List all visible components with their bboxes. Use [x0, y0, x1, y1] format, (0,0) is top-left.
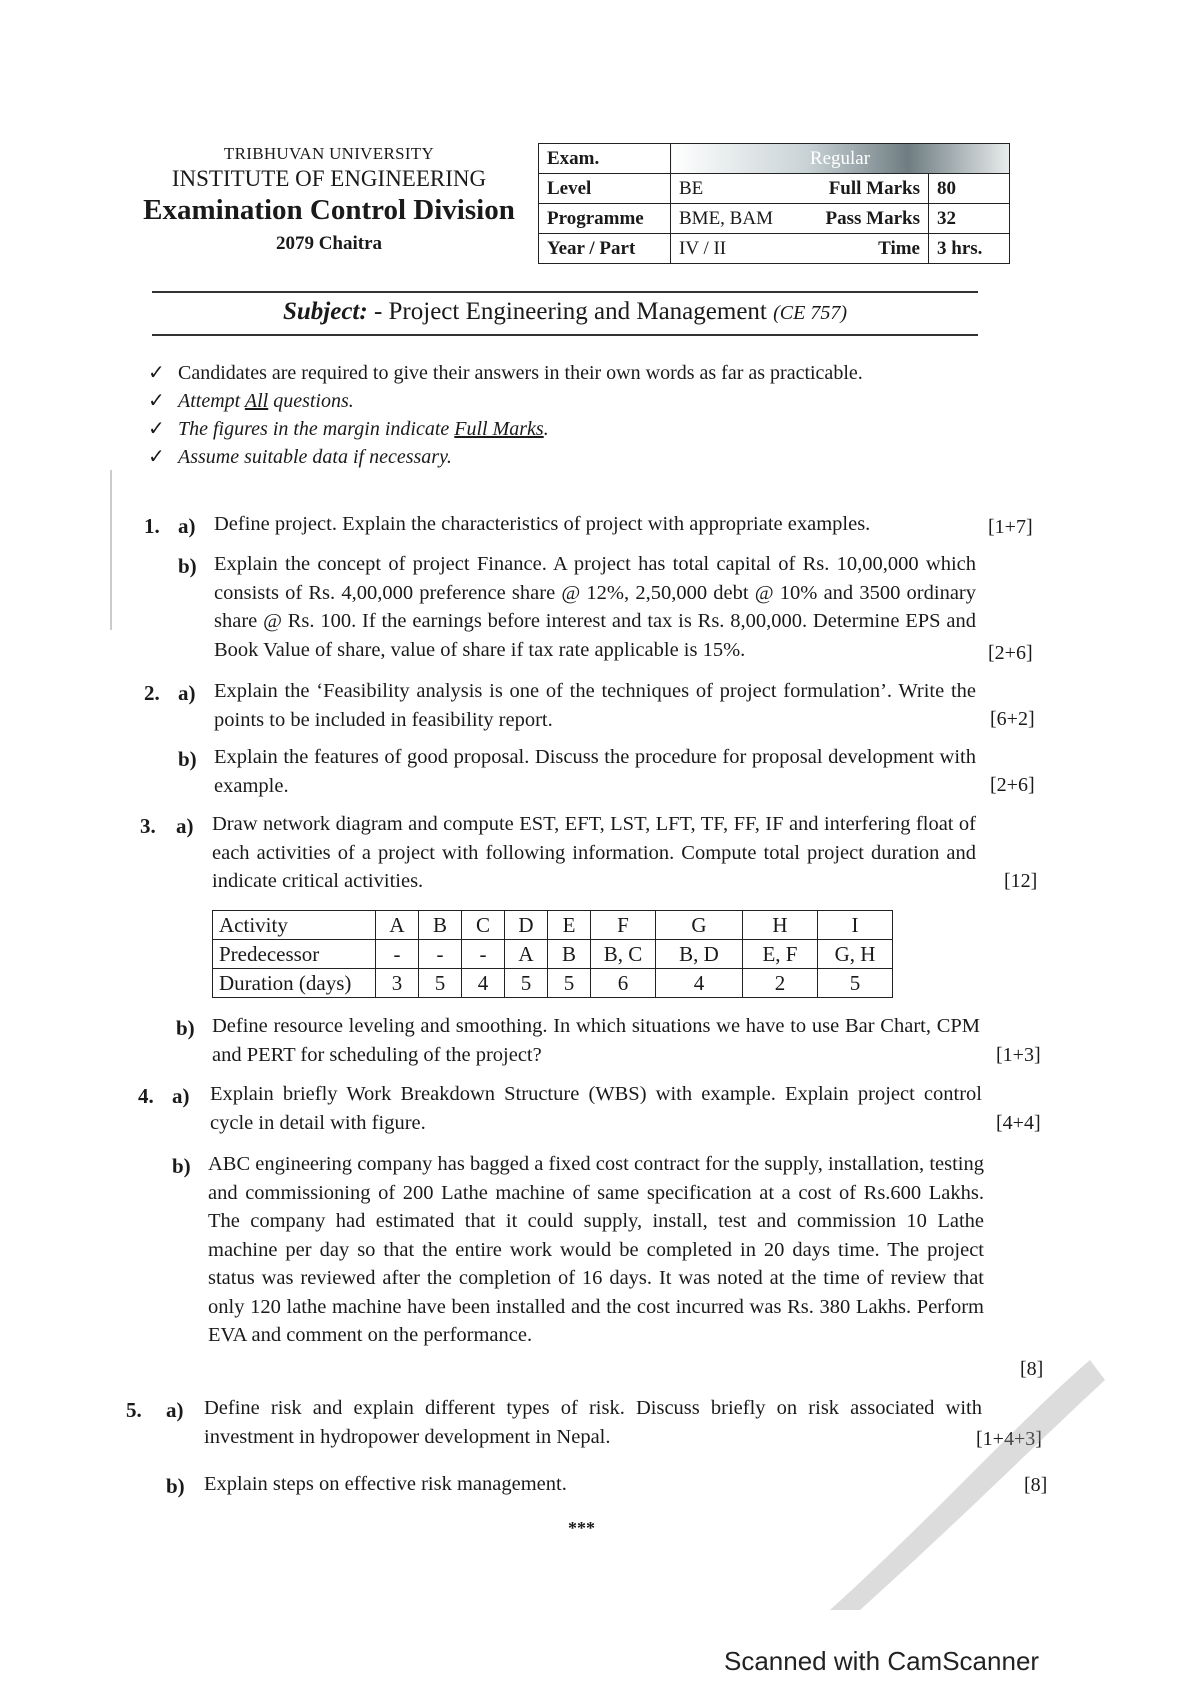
- question-number: 4.: [138, 1084, 154, 1108]
- checkmark-icon: ✓: [148, 360, 165, 384]
- exam-session: 2079 Chaitra: [275, 233, 383, 254]
- instruction-text: .: [543, 418, 549, 440]
- question-part-label: a): [178, 514, 196, 538]
- question-2a-marks: [6+2]: [990, 708, 1035, 730]
- question-part-label: b): [178, 747, 197, 771]
- subject-name: Project Engineering and Management: [388, 298, 767, 325]
- subject-bottom-rule: [152, 334, 978, 336]
- question-number: 1.: [144, 514, 160, 538]
- duration-cell: 5: [505, 969, 548, 998]
- predecessor-cell: B: [548, 940, 591, 969]
- time-value: 3 hrs.: [929, 234, 1010, 264]
- question-3b-marks: [1+3]: [996, 1044, 1041, 1066]
- question-1b-marks: [2+6]: [988, 642, 1033, 664]
- duration-cell: 5: [419, 969, 462, 998]
- activity-cell: A: [376, 911, 419, 940]
- question-3b-text: Define resource leveling and smoothing. In which situations we have to use Bar Chart, CPM and PERT for scheduling of the project?: [212, 1015, 980, 1066]
- subject-label: Subject:: [282, 298, 368, 325]
- instruction-item: [148, 388, 354, 413]
- camscanner-watermark: Scanned with CamScanner: [724, 1646, 1040, 1676]
- activity-cell: H: [743, 911, 818, 940]
- duration-cell: 3: [376, 969, 419, 998]
- predecessor-cell: G, H: [818, 940, 893, 969]
- row-label-duration: Duration (days): [213, 969, 376, 998]
- instruction-text: The figures in the margin indicate: [178, 418, 455, 440]
- predecessor-cell: E, F: [743, 940, 818, 969]
- activity-cell: I: [818, 911, 893, 940]
- exam-info-table: [538, 143, 1010, 264]
- question-number: 5.: [126, 1398, 142, 1422]
- pass-marks-label: Pass Marks: [812, 204, 929, 234]
- question-number: 2.: [144, 681, 160, 705]
- question-2a-text: Explain the ‘Feasibility analysis is one of the techniques of project formulation’. Write the points to be included in feasibility report.: [214, 680, 976, 731]
- activity-row: [213, 911, 893, 940]
- instruction-emphasis: All: [244, 390, 269, 412]
- question-1a-text: Define project. Explain the characteristics of project with appropriate examples.: [214, 513, 871, 535]
- duration-cell: 4: [462, 969, 505, 998]
- row-label-predecessor: Predecessor: [213, 940, 376, 969]
- question-number: 3.: [140, 814, 156, 838]
- predecessor-cell: -: [376, 940, 419, 969]
- instruction-text: Candidates are required to give their answers in their own words as far as practicable.: [178, 362, 863, 384]
- instruction-item: [148, 444, 452, 469]
- institution-header: [138, 144, 520, 255]
- instruction-text: Attempt: [178, 390, 245, 412]
- subject-code: (CE 757): [773, 302, 848, 324]
- activity-cell: C: [462, 911, 505, 940]
- institute-name: INSTITUTE OF ENGINEERING: [171, 166, 487, 191]
- question-4b-marks: [8]: [1020, 1358, 1044, 1380]
- duration-cell: 6: [591, 969, 656, 998]
- duration-cell: 4: [656, 969, 743, 998]
- activity-cell: E: [548, 911, 591, 940]
- question-part-label: a): [166, 1398, 184, 1422]
- predecessor-cell: -: [419, 940, 462, 969]
- row-label-activity: Activity: [213, 911, 376, 940]
- predecessor-cell: B, D: [656, 940, 743, 969]
- duration-cell: 5: [818, 969, 893, 998]
- activity-cell: F: [591, 911, 656, 940]
- instruction-item: [148, 416, 549, 441]
- time-label: Time: [812, 234, 929, 264]
- question-4a-text: Explain briefly Work Breakdown Structure (WBS) with example. Explain project control cycle in detail with figure.: [210, 1083, 982, 1134]
- full-marks-label: Full Marks: [812, 174, 929, 204]
- question-part-label: b): [172, 1154, 191, 1178]
- level-label: Level: [539, 174, 671, 204]
- question-part-label: b): [176, 1016, 195, 1040]
- instruction-text: Assume suitable data if necessary.: [178, 446, 452, 468]
- checkmark-icon: ✓: [148, 444, 165, 468]
- question-1a-marks: [1+7]: [988, 516, 1033, 538]
- university-name: TRIBHUVAN UNIVERSITY: [223, 144, 435, 163]
- scan-edge-shadow: [110, 470, 112, 630]
- year-part-label: Year / Part: [539, 234, 671, 264]
- predecessor-cell: A: [505, 940, 548, 969]
- checkmark-icon: ✓: [148, 416, 165, 440]
- question-2b-marks: [2+6]: [990, 774, 1035, 796]
- activity-table: [212, 910, 893, 998]
- question-5b-text: Explain steps on effective risk management.: [204, 1473, 567, 1495]
- question-3a-marks: [12]: [1004, 870, 1038, 892]
- division-name: Examination Control Division: [143, 194, 515, 226]
- subject-top-rule: [152, 291, 978, 293]
- question-part-label: b): [178, 554, 197, 578]
- instruction-emphasis: Full Marks: [454, 418, 544, 440]
- question-part-label: a): [178, 681, 196, 705]
- question-4b-text: ABC engineering company has bagged a fixed cost contract for the supply, installation, testing and commissioning of 200 Lathe machine of same specification at a cost of Rs.600 Lakhs. The company had estimated that it could supply, install, test and commission 10 Lathe machine per day so that the entire work would be completed in 20 days time. The project status was reviewed after the completion of 16 days. It was noted at the time of review that only 120 lathe machine have been installed and the cost incurred was Rs. 380 Lakhs. Perform EVA and comment on the performance.: [208, 1153, 984, 1346]
- full-marks-value: 80: [929, 174, 1010, 204]
- predecessor-cell: -: [462, 940, 505, 969]
- programme-label: Programme: [539, 204, 671, 234]
- question-5a-text: Define risk and explain different types of risk. Discuss briefly on risk associated with investment in hydropower development in Nepal.: [204, 1397, 982, 1448]
- activity-cell: G: [656, 911, 743, 940]
- question-3a-text: Draw network diagram and compute EST, EFT, LST, LFT, TF, FF, IF and interfering float of each activities of a project with following information. Compute total project duration and indicate critical activities.: [212, 813, 976, 892]
- duration-cell: 2: [743, 969, 818, 998]
- question-5b-marks: [8]: [1024, 1474, 1048, 1496]
- activity-cell: B: [419, 911, 462, 940]
- predecessor-cell: B, C: [591, 940, 656, 969]
- question-5a-marks: [1+4+3]: [976, 1428, 1042, 1450]
- level-value: BE: [671, 174, 813, 204]
- predecessor-row: [213, 940, 893, 969]
- question-1b-text: Explain the concept of project Finance. A project has total capital of Rs. 10,00,000 which consists of Rs. 4,00,000 preference share @ 12%, 2,50,000 debt @ 10% and 3500 ordinary share @ Rs. 100. If the earnings before interest and tax is Rs. 8,00,000. Determine EPS and Book Value of share, value of share if tax rate applicable is 15%.: [214, 553, 976, 661]
- year-part-value: IV / II: [671, 234, 813, 264]
- scan-glare-shadow: [820, 1360, 1110, 1620]
- question-part-label: a): [172, 1084, 190, 1108]
- pass-marks-value: 32: [929, 204, 1010, 234]
- checkmark-icon: ✓: [148, 388, 165, 412]
- instruction-item: [148, 360, 863, 385]
- question-4a-marks: [4+4]: [996, 1112, 1041, 1134]
- subject-dash: -: [367, 298, 389, 325]
- question-part-label: a): [176, 814, 194, 838]
- question-part-label: b): [166, 1474, 185, 1498]
- end-marker: ***: [568, 1518, 595, 1538]
- activity-cell: D: [505, 911, 548, 940]
- subject-line: [152, 298, 978, 326]
- instruction-text: questions.: [268, 390, 354, 412]
- exam-type-value: Regular: [671, 144, 1010, 174]
- question-2b-text: Explain the features of good proposal. Discuss the procedure for proposal development with example.: [214, 746, 976, 797]
- duration-cell: 5: [548, 969, 591, 998]
- exam-label: Exam.: [539, 144, 671, 174]
- programme-value: BME, BAM: [671, 204, 813, 234]
- duration-row: [213, 969, 893, 998]
